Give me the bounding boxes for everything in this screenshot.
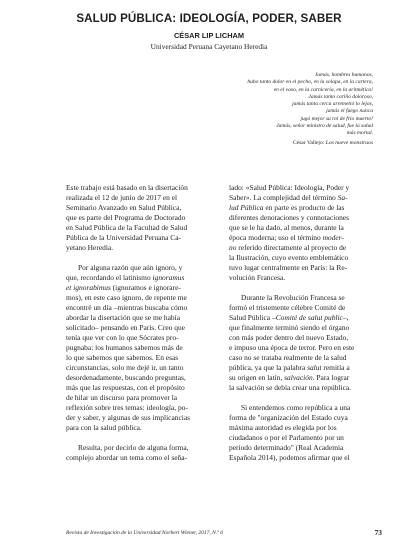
text-run: Salud Pública – [229, 313, 276, 322]
body-line: más que las respuestas, con el propósito [66, 383, 185, 392]
body-line [229, 313, 384, 323]
body-line: complejo abordar un tema como el seña- [66, 453, 188, 462]
body-line: periodo determinado" (Real Academia [229, 443, 344, 452]
body-line: Pública de la Universidad Peruana Ca- [66, 233, 182, 242]
body-line [229, 243, 384, 253]
body-line: Española 2014), podemos afirmar que el [229, 453, 350, 462]
body-line: lado: «Salud Pública: Ideología, Poder y [229, 183, 350, 192]
body-line: de hilar un discurso para promover la [66, 393, 178, 402]
body-line: Durante la Revolución Francesa se [241, 293, 345, 302]
body-line: volución Francesa. [229, 273, 286, 282]
body-line: formó el tristemente célebre Comité de [229, 303, 346, 312]
body-line: con más poder dentro del nuevo Estado, [229, 333, 349, 342]
body-line: que finalmente terminó siendo el órgano [229, 323, 350, 332]
body-line: realizada el 12 de junio de 2017 en el [66, 193, 178, 202]
body-line: Seminario Avanzado en Salud Pública, [66, 203, 182, 212]
epigraph-line: en el vaso, en la carnicería, en la aritmética! [273, 86, 373, 93]
body-line: diferentes denotaciones y connotaciones [229, 213, 349, 222]
body-line [229, 193, 384, 203]
epigraph [133, 72, 373, 138]
epigraph-line: hubo tanto dolor en el pecho, en la solapa, en la cartera, [247, 79, 373, 86]
body-line [229, 373, 384, 383]
text-run: –, [342, 313, 349, 322]
body-line: desordenadamente, buscando preguntas, [66, 373, 186, 382]
body-line: pugnaba: los humanos sabemos más de [66, 343, 183, 352]
body-line: mos), en este caso ignoro, de repente me [66, 293, 187, 302]
term-salud-publica: lud Pública [229, 203, 264, 212]
epigraph-line: Jamás, hombres humanos, [314, 72, 373, 78]
text-run: su origen en latín, [229, 373, 285, 382]
body-line: la salvación se debía crear una república. [229, 383, 352, 392]
term-salvacion: salvación [284, 373, 313, 382]
body-line: máxima autoridad es elegida por los [229, 423, 337, 432]
body-line: que se le ha dado, al menos, durante la [229, 223, 344, 232]
author-name: CÉSAR LIP LICHAM [173, 31, 245, 40]
body-line: e impuso una época de terror. Pero en este [229, 343, 355, 352]
body-line: encontré un día –mientras buscaba cómo [66, 303, 188, 312]
term-salud-publica: Sa- [337, 193, 348, 202]
text-run: (ignoramos e ignorare- [110, 283, 181, 292]
text-run: que, recordando el latinismo [66, 273, 153, 282]
epigraph-line: Jamás tanto cariño doloroso, [308, 93, 373, 100]
body-line: tuvo lugar centralmente en París: la Re- [229, 263, 348, 272]
text-run: en parte es producto de las [263, 203, 345, 212]
text-run: pública, ya que la palabra [229, 363, 308, 372]
body-line: yetano Heredia. [66, 243, 114, 252]
body-line: Si entendemos como república a una [241, 403, 351, 412]
body-line: forma de "organización del Estado cuya [229, 413, 348, 422]
epigraph-line: jugó mejor su rol de frío muerto! [300, 115, 373, 122]
body-line: lo que sabemos que sabemos. En esas [66, 353, 179, 362]
term-salut: salut [307, 363, 322, 372]
body-line: que es parte del Programa de Doctorado [66, 213, 186, 222]
body-line: abordar la disertación que se me había [66, 313, 180, 322]
epigraph-citation-work: Los nueve monstruos [325, 140, 373, 146]
body-line: solicitado– pensando en París. Creo que [66, 323, 185, 332]
body-line: ciudadanos o por el Parlamento por un [229, 433, 344, 442]
epigraph-citation [293, 140, 373, 146]
epigraph-line: más mortal. [346, 130, 373, 137]
text-run: referido directamente al proyecto de [236, 243, 347, 252]
body-line [66, 283, 221, 293]
text-run: época moderna; uso el término [229, 233, 323, 242]
body-line: tenía que ver con lo que Sócrates pro- [66, 333, 179, 342]
body-line: circunstancias, solo me dejé ir, un tanto [66, 363, 184, 372]
latin-term: et ignorabimus [66, 283, 111, 292]
epigraph-citation-author: César Vallejo: [292, 140, 326, 146]
epigraph-line: jamás tanta cerca arremetió lo lejos, [292, 101, 373, 108]
body-line: para con la salud pública. [66, 423, 142, 432]
term-moderno: no [229, 243, 237, 252]
body-line [229, 203, 384, 213]
left-column [66, 183, 221, 463]
body-line [66, 273, 221, 283]
body-line: Este trabajo está basado en la disertación [66, 183, 188, 192]
body-line: Resulta, por decirlo de alguna forma, [78, 443, 189, 452]
epigraph-line: jamás el fuego nunca [326, 108, 373, 115]
page-number: 73 [374, 528, 382, 537]
text-run: remitía a [321, 363, 350, 372]
body-line: en Salud Pública de la Facultad de Salud [66, 223, 188, 232]
right-column [229, 183, 384, 463]
epigraph-line: Jamás, señor ministro de salud, fue la salud [276, 123, 373, 130]
term-moderno: moder- [322, 233, 344, 242]
latin-term: ignoramus [152, 273, 185, 282]
text-run: Saber». La complejidad del término [229, 193, 338, 202]
author-affiliation: Universidad Peruana Cayetano Heredia [150, 42, 268, 51]
article-title: SALUD PÚBLICA: IDEOLOGÍA, PODER, SABER [76, 12, 342, 25]
body-line: reflexión sobre tres temas: ideología, po- [66, 403, 188, 412]
body-line: caso no se trataba realmente de la salud [229, 353, 347, 362]
text-run: . Para lograr [312, 373, 350, 382]
body-line: Por alguna razón que aún ignoro, y [78, 263, 183, 272]
body-line [229, 233, 384, 243]
body-line [229, 363, 384, 373]
term-comite: Comité de salut public [275, 313, 343, 322]
journal-footer: Revista de Investigación de la Universidad Norbert Wiener, 2017, N.º 6 [66, 530, 224, 536]
body-line: der y saber, y algunas de sus implicancias [66, 413, 191, 422]
body-line: la Ilustración, cuyo evento emblemático [229, 253, 349, 262]
